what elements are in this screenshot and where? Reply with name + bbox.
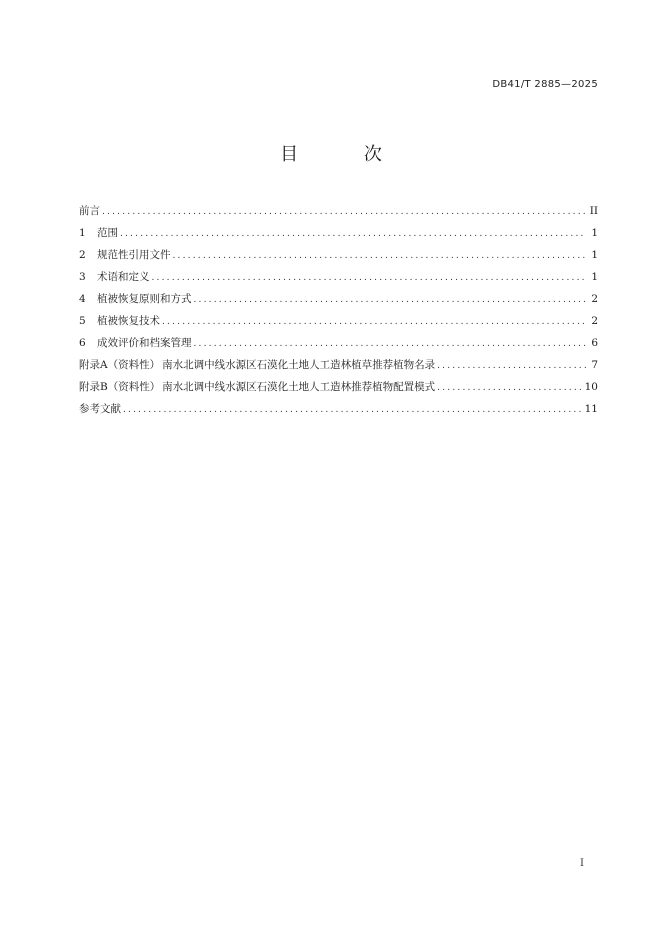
toc-leader xyxy=(194,289,587,311)
page-title: 目 次 xyxy=(280,144,412,165)
toc-page-number: 2 xyxy=(591,315,598,327)
toc-entry-annex-b[interactable] xyxy=(79,376,598,398)
footer-page-number: I xyxy=(580,858,584,869)
toc-section-number: 6 xyxy=(79,337,86,349)
toc-annex-title: 南水北调中线水源区石漠化土地人工造林植草推荐植物名录 xyxy=(162,359,436,371)
toc-annex-label: 附录B（资料性） xyxy=(79,381,161,393)
toc-section-number: 1 xyxy=(79,227,86,239)
toc-leader xyxy=(437,355,586,377)
toc-page-number: 11 xyxy=(584,403,598,415)
toc-label: 规范性引用文件 xyxy=(97,249,171,261)
toc-label: 成效评价和档案管理 xyxy=(97,337,192,349)
toc-entry-annex-a[interactable] xyxy=(79,354,598,376)
toc-page-number: 6 xyxy=(591,337,598,349)
toc-section-number: 3 xyxy=(79,271,86,283)
toc-label: 植被恢复技术 xyxy=(97,315,160,327)
toc-label: 术语和定义 xyxy=(97,271,150,283)
toc-leader xyxy=(152,267,587,289)
toc-page-number: 10 xyxy=(584,381,598,393)
toc-page-number: 1 xyxy=(591,227,598,239)
toc-label: 前言 xyxy=(79,205,100,217)
table-of-contents xyxy=(79,200,598,420)
toc-leader xyxy=(162,311,586,333)
toc-entry-terms[interactable] xyxy=(79,266,598,288)
toc-entry-evaluation[interactable] xyxy=(79,332,598,354)
toc-section-number: 2 xyxy=(79,249,86,261)
toc-leader xyxy=(102,201,586,223)
toc-page-number: 1 xyxy=(591,271,598,283)
toc-annex-title: 南水北调中线水源区石漠化土地人工造林推荐植物配置模式 xyxy=(162,381,436,393)
toc-entry-foreword[interactable] xyxy=(79,200,598,222)
toc-label: 参考文献 xyxy=(79,403,121,415)
toc-leader xyxy=(194,333,587,355)
toc-page-number: 1 xyxy=(591,249,598,261)
toc-entry-bibliography[interactable] xyxy=(79,398,598,420)
toc-entry-normative-references[interactable] xyxy=(79,244,598,266)
toc-section-number: 5 xyxy=(79,315,86,327)
toc-page-number: 7 xyxy=(591,359,598,371)
document-code: DB41/T 2885—2025 xyxy=(492,79,598,90)
toc-leader xyxy=(123,399,583,421)
toc-page-number: II xyxy=(589,205,598,217)
toc-label: 范围 xyxy=(97,227,118,239)
toc-section-number: 4 xyxy=(79,293,86,305)
toc-entry-techniques[interactable] xyxy=(79,310,598,332)
toc-label: 植被恢复原则和方式 xyxy=(97,293,192,305)
toc-page-number: 2 xyxy=(591,293,598,305)
toc-leader xyxy=(437,377,582,399)
toc-leader xyxy=(120,223,586,245)
toc-entry-scope[interactable] xyxy=(79,222,598,244)
toc-annex-label: 附录A（资料性） xyxy=(79,359,161,371)
toc-entry-principles[interactable] xyxy=(79,288,598,310)
toc-leader xyxy=(173,245,587,267)
